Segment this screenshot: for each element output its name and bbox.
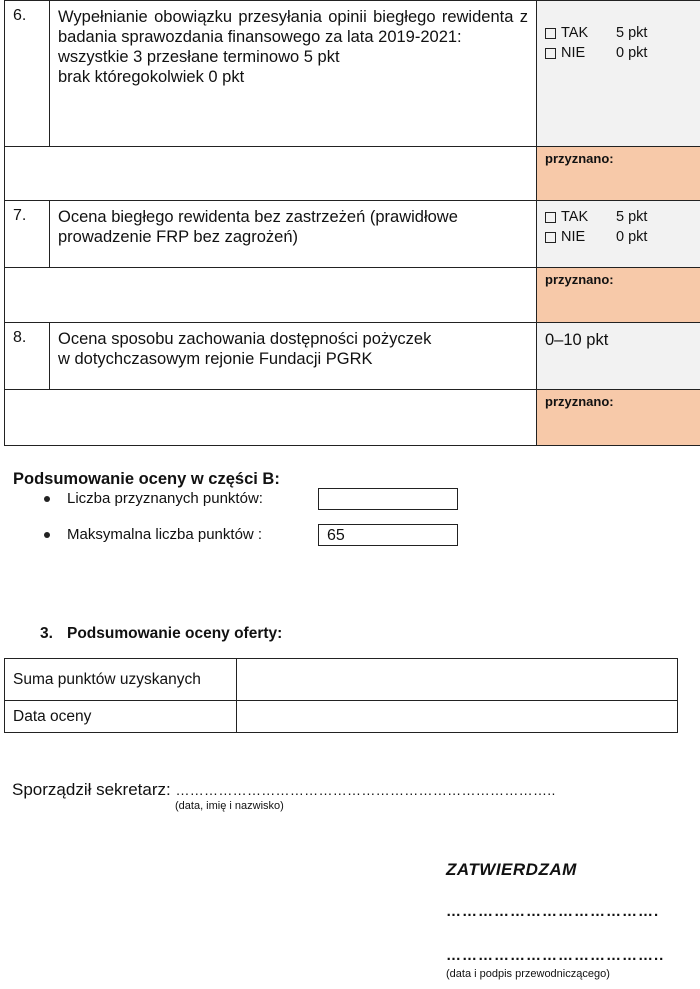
summary-b-list [44,490,474,562]
bullet-icon [44,496,50,502]
awarded-spacer [5,147,537,201]
awarded-row [5,390,700,446]
approve-date-line[interactable]: …………………………………. [446,903,660,920]
option-label: TAK [561,25,589,41]
criterion-text: w dotychczasowym rejonie Fundacji PGRK [58,350,373,368]
criterion-row [5,323,700,390]
score-range: 0–10 pkt [545,331,609,349]
section-3-heading [40,625,282,643]
criterion-description [50,323,537,390]
list-item [44,526,474,562]
list-item [44,490,474,526]
approve-signature-line[interactable]: ………………………………….. [446,947,665,964]
criterion-text: Ocena biegłego rewidenta bez zastrzeżeń (prawidłowe prowadzenie FRP bez zagrożeń) [58,208,458,246]
prepared-by [12,780,556,800]
awarded-points-field[interactable] [318,488,458,510]
awarded-points-label: Liczba przyznanych punktów: [67,490,263,507]
criterion-text: Wypełnianie obowiązku przesyłania opinii biegłego rewidenta z badania sprawozdania finansowego za lata 2019-2021: [58,8,528,46]
checkbox-icon[interactable] [545,28,556,39]
checkbox-icon[interactable] [545,232,556,243]
option-points: 5 pkt [616,25,648,41]
approve-hint: (data i podpis przewodniczącego) [446,968,610,980]
score-range-cell [537,323,700,390]
option-points: 0 pkt [616,229,648,245]
awarded-spacer [5,390,537,446]
awarded-field[interactable]: przyznano: [537,268,700,323]
checkbox-icon[interactable] [545,48,556,59]
bullet-icon [44,532,50,538]
score-options [537,201,700,268]
criterion-row [5,201,700,268]
option-tak[interactable] [545,23,700,43]
option-label: NIE [561,45,586,61]
evaluation-date-field[interactable] [237,701,678,733]
criterion-text: brak któregokolwiek 0 pkt [58,68,245,86]
criterion-row [5,1,700,147]
summary-b-heading: Podsumowanie oceny w części B: [13,470,280,488]
awarded-row [5,147,700,201]
max-points-field[interactable]: 65 [318,524,458,546]
score-options [537,1,700,147]
section-title: Podsumowanie oceny oferty: [67,625,283,642]
table-row [5,701,678,733]
option-points: 0 pkt [616,45,648,61]
prepared-label: Sporządził sekretarz: [12,780,176,799]
option-nie[interactable] [545,227,700,247]
checkbox-icon[interactable] [545,212,556,223]
criterion-description [50,201,537,268]
option-label: TAK [561,209,589,225]
approve-title: ZATWIERDZAM [446,860,577,879]
awarded-field[interactable]: przyznano: [537,147,700,201]
table-row [5,659,678,701]
criterion-text: Ocena sposobu zachowania dostępności pożyczek [58,330,432,348]
criterion-description [50,1,537,147]
sum-points-label: Suma punktów uzyskanych [5,659,237,701]
final-summary-table [4,658,678,733]
awarded-field[interactable]: przyznano: [537,390,700,446]
option-nie[interactable] [545,43,700,63]
prepared-hint: (data, imię i nazwisko) [175,800,284,812]
sum-points-field[interactable] [237,659,678,701]
evaluation-date-label: Data oceny [5,701,237,733]
awarded-row [5,268,700,323]
max-points-label: Maksymalna liczba punktów : [67,526,263,543]
criterion-number: 7. [5,201,50,268]
criterion-number: 8. [5,323,50,390]
criterion-text: wszystkie 3 przesłane terminowo 5 pkt [58,48,340,66]
criteria-table [4,0,700,446]
section-number: 3. [40,625,53,642]
option-tak[interactable] [545,207,700,227]
option-label: NIE [561,229,586,245]
awarded-spacer [5,268,537,323]
criterion-number: 6. [5,1,50,147]
option-points: 5 pkt [616,209,648,225]
prepared-signature-line[interactable]: …………………………………………………………………….. [175,782,556,798]
